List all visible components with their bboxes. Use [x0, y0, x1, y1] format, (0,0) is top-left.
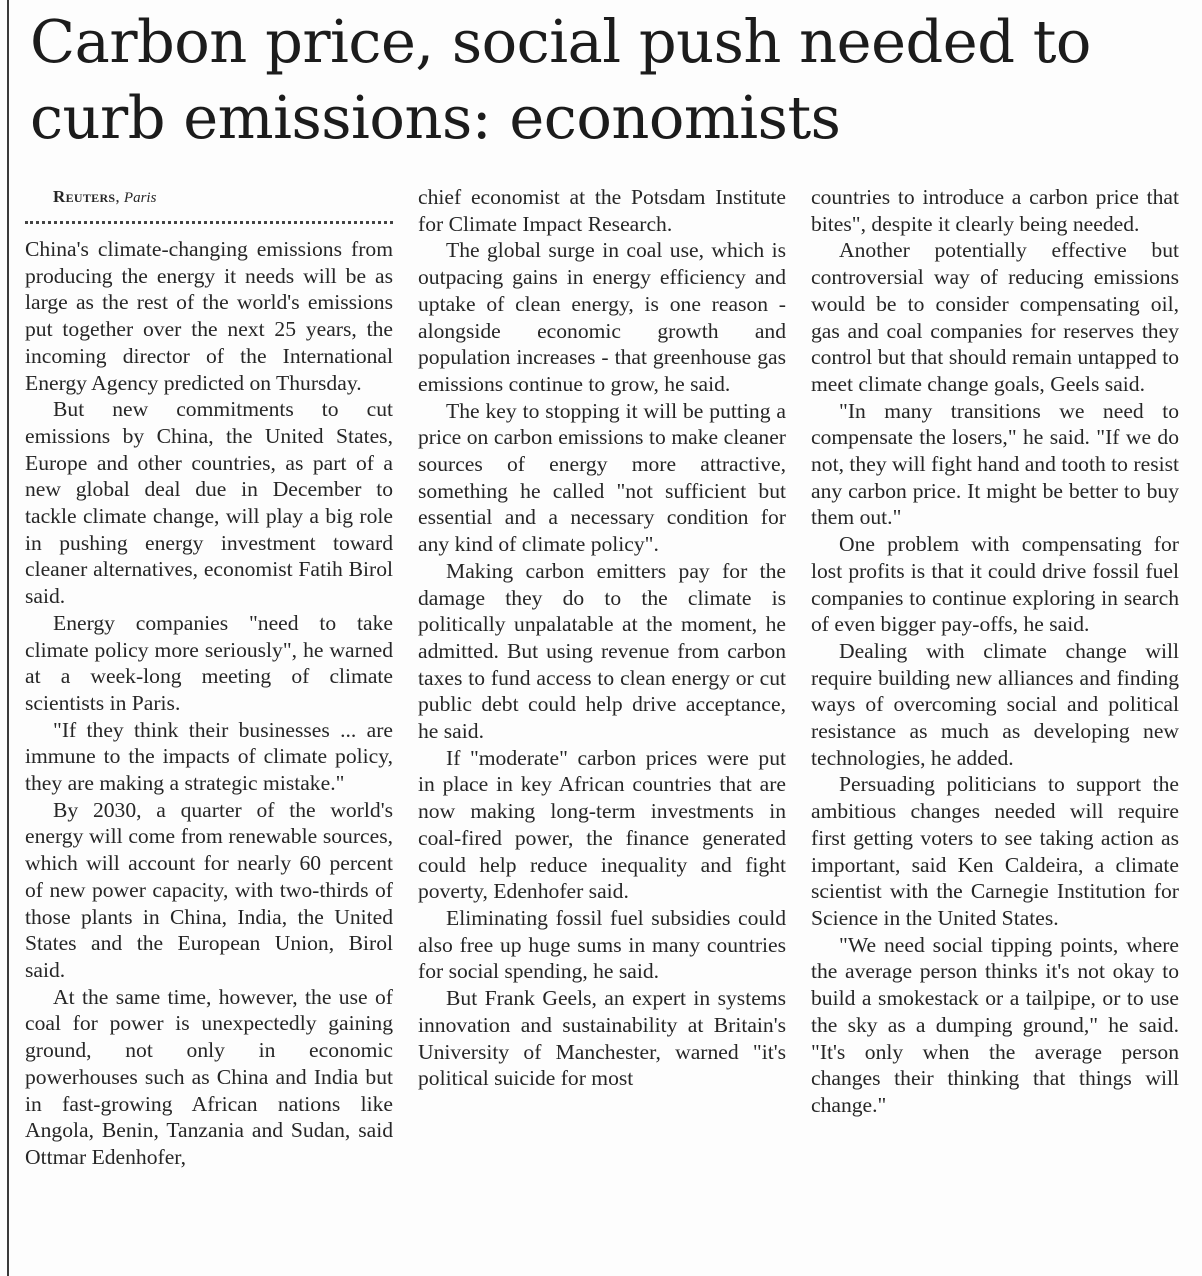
- paragraph: But new commitments to cut emissions by China, the United States, Europe and other countries, as part of a new global deal due in December to tackle climate change, will play a big role in pushing energy investment toward cleaner alternatives, economist Fatih Birol said.: [25, 397, 393, 609]
- paragraph: By 2030, a quarter of the world's energy will come from renewable sources, which will account for nearly 60 percent of new power capacity, with two-thirds of those plants in China, India, the United States and the European Union, Birol said.: [25, 797, 393, 982]
- paragraph: China's climate-changing emissions from producing the energy it needs will be as large as the rest of the world's emissions put together over the next 25 years, the incoming director of the International Energy Agency predicted on Thursday.: [25, 237, 393, 395]
- paragraph: One problem with compensating for lost profits is that it could drive fossil fuel companies to continue exploring in search of even bigger pay-offs, he said.: [811, 532, 1179, 637]
- byline: Reuters, Paris: [53, 187, 157, 206]
- byline-place: Paris: [123, 190, 157, 206]
- paragraph: Persuading politicians to support the ambitious changes needed will require first getting voters to see taking action as important, said Ken Caldeira, a climate scientist with the Carnegie Institution for Science in the United States.: [811, 772, 1179, 930]
- paragraph: At the same time, however, the use of coal for power is unexpectedly gaining ground, not only in economic powerhouses such as China and India but in fast-growing African nations like Angola, Benin, Tanzania and Sudan, said Ottmar Edenhofer,: [25, 984, 393, 1169]
- paragraph: But Frank Geels, an expert in systems innovation and sustainability at Britain's University of Manchester, warned "it's political suicide for most: [418, 986, 786, 1091]
- paragraph: The global surge in coal use, which is outpacing gains in energy efficiency and uptake of clean energy, is one reason - alongside economic growth and population increases - that greenhouse gas emissions continue to grow, he said.: [418, 238, 786, 396]
- headline: Carbon price, social push needed to curb emissions: economists: [30, 7, 1091, 152]
- dotted-divider: [25, 221, 393, 224]
- paragraph: Another potentially effective but controversial way of reducing emissions would be to consider compensating oil, gas and coal companies for reserves they control but that should remain untapped to meet climate change goals, Geels said.: [811, 238, 1179, 396]
- paragraph: chief economist at the Potsdam Institute for Climate Impact Research.: [418, 185, 786, 236]
- paragraph: Energy companies "need to take climate policy more seriously", he warned at a week-long meeting of climate scientists in Paris.: [25, 610, 393, 715]
- column-edge-rule: [7, 0, 9, 1276]
- paragraph: Making carbon emitters pay for the damage they do to the climate is politically unpalatable at the moment, he admitted. But using revenue from carbon taxes to fund access to clean energy or cut public debt could help drive acceptance, he said.: [418, 558, 786, 744]
- article-column-2: [418, 184, 786, 1092]
- paragraph: "In many transitions we need to compensate the losers," he said. "If we do not, they will fight hand and tooth to resist any carbon price. It might be better to buy them out.": [811, 398, 1179, 530]
- paragraph: "If they think their businesses ... are immune to the impacts of climate policy, they are making a strategic mistake.": [25, 717, 393, 796]
- paragraph: countries to introduce a carbon price that bites", despite it clearly being needed.: [811, 185, 1179, 236]
- paragraph: "We need social tipping points, where the average person thinks it's not okay to build a smokestack or a tailpipe, or to use the sky as a dumping ground," he said. "It's only when the average person changes their thinking that things will change.": [811, 932, 1179, 1117]
- article-column-3: [811, 184, 1179, 1119]
- paragraph: Eliminating fossil fuel subsidies could also free up huge sums in many countries for social spending, he said.: [418, 905, 786, 984]
- paragraph: Dealing with climate change will require building new alliances and finding ways of overcoming social and political resistance as much as developing new technologies, he added.: [811, 638, 1179, 770]
- paragraph: If "moderate" carbon prices were put in place in key African countries that are now making long-term investments in coal-fired power, the finance generated could help reduce inequality and fight poverty, Edenhofer said.: [418, 745, 786, 904]
- byline-agency: Reuters: [53, 187, 116, 206]
- paragraph: The key to stopping it will be putting a price on carbon emissions to make cleaner sources of energy more attractive, something he called "not sufficient but essential and a necessary condition for any kind of climate policy".: [418, 398, 786, 557]
- article-column-1: [25, 184, 393, 1171]
